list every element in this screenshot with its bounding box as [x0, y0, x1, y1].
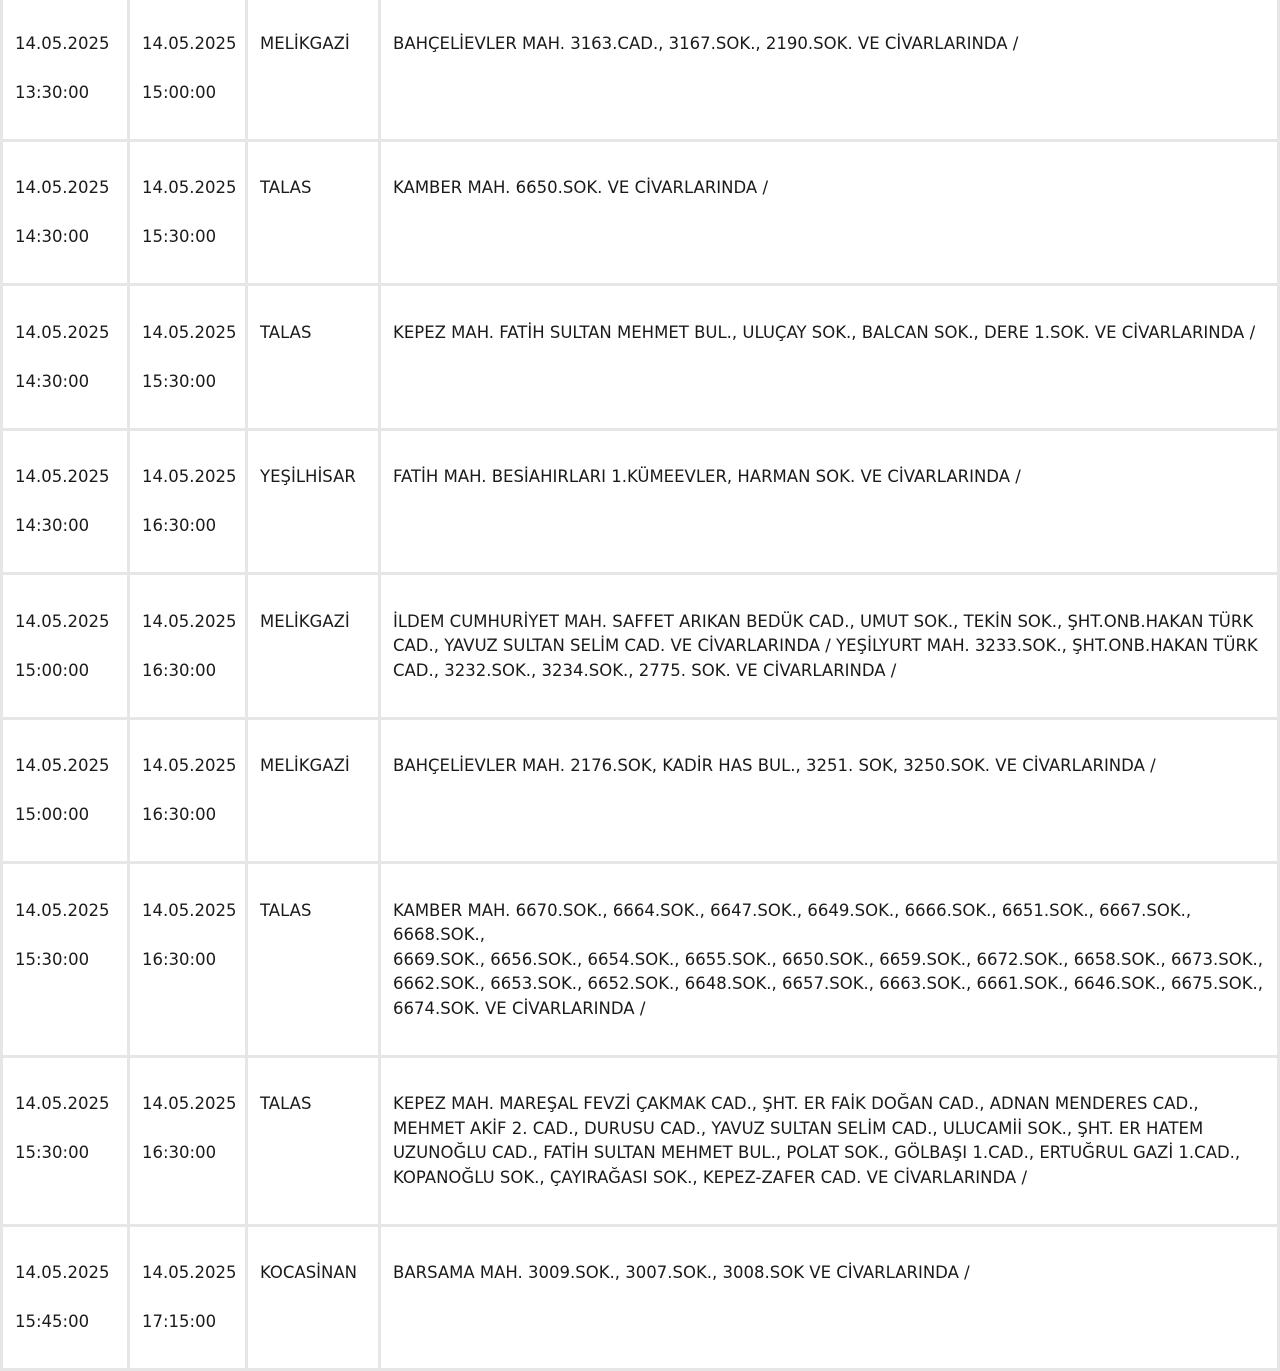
- locations-cell: [381, 286, 1280, 431]
- locations-cell: [381, 1227, 1280, 1371]
- locations-cell: [381, 431, 1280, 576]
- district-cell: [248, 1058, 381, 1227]
- end-time: 17:15:00: [142, 1310, 239, 1335]
- table-row: [0, 720, 1280, 865]
- district-name: TALAS: [260, 321, 372, 346]
- table-row: [0, 1227, 1280, 1371]
- district-cell: [248, 286, 381, 431]
- locations-cell: [381, 1058, 1280, 1227]
- locations-cell: [381, 142, 1280, 287]
- district-name: TALAS: [260, 1092, 372, 1117]
- start-time: 15:45:00: [15, 1310, 121, 1335]
- district-name: MELİKGAZİ: [260, 32, 372, 57]
- start-date: 14.05.2025: [15, 465, 121, 490]
- affected-locations: BAHÇELİEVLER MAH. 2176.SOK, KADİR HAS BUL., 3251. SOK, 3250.SOK. VE CİVARLARINDA /: [393, 754, 1273, 779]
- district-name: KOCASİNAN: [260, 1261, 372, 1286]
- district-name: TALAS: [260, 176, 372, 201]
- start-time: 15:00:00: [15, 659, 121, 684]
- start-cell: [0, 0, 130, 142]
- affected-locations: KAMBER MAH. 6650.SOK. VE CİVARLARINDA /: [393, 176, 1273, 201]
- district-cell: [248, 0, 381, 142]
- end-time: 15:00:00: [142, 81, 239, 106]
- start-cell: [0, 864, 130, 1058]
- start-date: 14.05.2025: [15, 176, 121, 201]
- start-time: 15:00:00: [15, 803, 121, 828]
- end-cell: [130, 720, 248, 865]
- end-date: 14.05.2025: [142, 610, 239, 635]
- locations-cell: [381, 575, 1280, 720]
- start-cell: [0, 1227, 130, 1371]
- start-cell: [0, 1058, 130, 1227]
- end-time: 16:30:00: [142, 659, 239, 684]
- affected-locations: FATİH MAH. BESİAHIRLARI 1.KÜMEEVLER, HARMAN SOK. VE CİVARLARINDA /: [393, 465, 1273, 490]
- district-name: YEŞİLHİSAR: [260, 465, 372, 490]
- start-date: 14.05.2025: [15, 321, 121, 346]
- end-date: 14.05.2025: [142, 899, 239, 924]
- table-row: [0, 575, 1280, 720]
- locations-cell: [381, 0, 1280, 142]
- table-row: [0, 1058, 1280, 1227]
- end-cell: [130, 286, 248, 431]
- start-cell: [0, 575, 130, 720]
- start-cell: [0, 286, 130, 431]
- locations-cell: [381, 720, 1280, 865]
- end-cell: [130, 142, 248, 287]
- table-row: [0, 431, 1280, 576]
- start-time: 15:30:00: [15, 948, 121, 973]
- district-cell: [248, 575, 381, 720]
- affected-locations: KAMBER MAH. 6670.SOK., 6664.SOK., 6647.SOK., 6649.SOK., 6666.SOK., 6651.SOK., 6667.SOK., 6668.SOK., 6669.SOK., 6656.SOK., 6654.SOK., 6655.SOK., 6650.SOK., 6659.SOK., 6672.SOK., 6658.SOK., 6673.SOK., 6662.SOK., 6653.SOK., 6652.SOK., 6648.SOK., 6657.SOK., 6663.SOK., 6661.SOK., 6646.SOK., 6675.SOK., 6674.SOK. VE CİVARLARINDA /: [393, 899, 1273, 1022]
- district-name: MELİKGAZİ: [260, 754, 372, 779]
- end-cell: [130, 0, 248, 142]
- start-date: 14.05.2025: [15, 1261, 121, 1286]
- district-cell: [248, 720, 381, 865]
- start-date: 14.05.2025: [15, 754, 121, 779]
- start-date: 14.05.2025: [15, 899, 121, 924]
- table-row: [0, 0, 1280, 142]
- start-date: 14.05.2025: [15, 1092, 121, 1117]
- affected-locations: KEPEZ MAH. MAREŞAL FEVZİ ÇAKMAK CAD., ŞHT. ER FAİK DOĞAN CAD., ADNAN MENDERES CAD., MEHMET AKİF 2. CAD., DURUSU CAD., YAVUZ SULTAN SELİM CAD., ULUCAMİİ SOK., ŞHT. ER HATEM UZUNOĞLU CAD., FATİH SULTAN MEHMET BUL., POLAT SOK., GÖLBAŞI 1.CAD., ERTUĞRUL GAZİ 1.CAD., KOPANOĞLU SOK., ÇAYIRAĞASI SOK., KEPEZ-ZAFER CAD. VE CİVARLARINDA /: [393, 1092, 1273, 1190]
- affected-locations: BAHÇELİEVLER MAH. 3163.CAD., 3167.SOK., 2190.SOK. VE CİVARLARINDA /: [393, 32, 1273, 57]
- end-date: 14.05.2025: [142, 1092, 239, 1117]
- table-row: [0, 864, 1280, 1058]
- start-date: 14.05.2025: [15, 610, 121, 635]
- locations-cell: [381, 864, 1280, 1058]
- start-time: 14:30:00: [15, 514, 121, 539]
- end-date: 14.05.2025: [142, 754, 239, 779]
- start-cell: [0, 720, 130, 865]
- start-cell: [0, 142, 130, 287]
- end-cell: [130, 864, 248, 1058]
- end-cell: [130, 431, 248, 576]
- district-name: TALAS: [260, 899, 372, 924]
- district-cell: [248, 1227, 381, 1371]
- end-date: 14.05.2025: [142, 1261, 239, 1286]
- end-time: 16:30:00: [142, 514, 239, 539]
- district-cell: [248, 142, 381, 287]
- table-row: [0, 142, 1280, 287]
- start-cell: [0, 431, 130, 576]
- affected-locations: KEPEZ MAH. FATİH SULTAN MEHMET BUL., ULUÇAY SOK., BALCAN SOK., DERE 1.SOK. VE CİVARLARINDA /: [393, 321, 1273, 346]
- end-time: 15:30:00: [142, 225, 239, 250]
- end-time: 16:30:00: [142, 803, 239, 828]
- district-cell: [248, 431, 381, 576]
- start-date: 14.05.2025: [15, 32, 121, 57]
- end-date: 14.05.2025: [142, 32, 239, 57]
- start-time: 13:30:00: [15, 81, 121, 106]
- end-cell: [130, 1058, 248, 1227]
- end-time: 16:30:00: [142, 1141, 239, 1166]
- end-time: 16:30:00: [142, 948, 239, 973]
- end-time: 15:30:00: [142, 370, 239, 395]
- table-row: [0, 286, 1280, 431]
- district-name: MELİKGAZİ: [260, 610, 372, 635]
- affected-locations: İLDEM CUMHURİYET MAH. SAFFET ARIKAN BEDÜK CAD., UMUT SOK., TEKİN SOK., ŞHT.ONB.HAKAN TÜRK CAD., YAVUZ SULTAN SELİM CAD. VE CİVARLARINDA / YEŞİLYURT MAH. 3233.SOK., ŞHT.ONB.HAKAN TÜRK CAD., 3232.SOK., 3234.SOK., 2775. SOK. VE CİVARLARINDA /: [393, 610, 1273, 684]
- start-time: 14:30:00: [15, 370, 121, 395]
- district-cell: [248, 864, 381, 1058]
- end-cell: [130, 1227, 248, 1371]
- end-date: 14.05.2025: [142, 176, 239, 201]
- affected-locations: BARSAMA MAH. 3009.SOK., 3007.SOK., 3008.SOK VE CİVARLARINDA /: [393, 1261, 1273, 1286]
- start-time: 14:30:00: [15, 225, 121, 250]
- end-date: 14.05.2025: [142, 321, 239, 346]
- end-cell: [130, 575, 248, 720]
- end-date: 14.05.2025: [142, 465, 239, 490]
- start-time: 15:30:00: [15, 1141, 121, 1166]
